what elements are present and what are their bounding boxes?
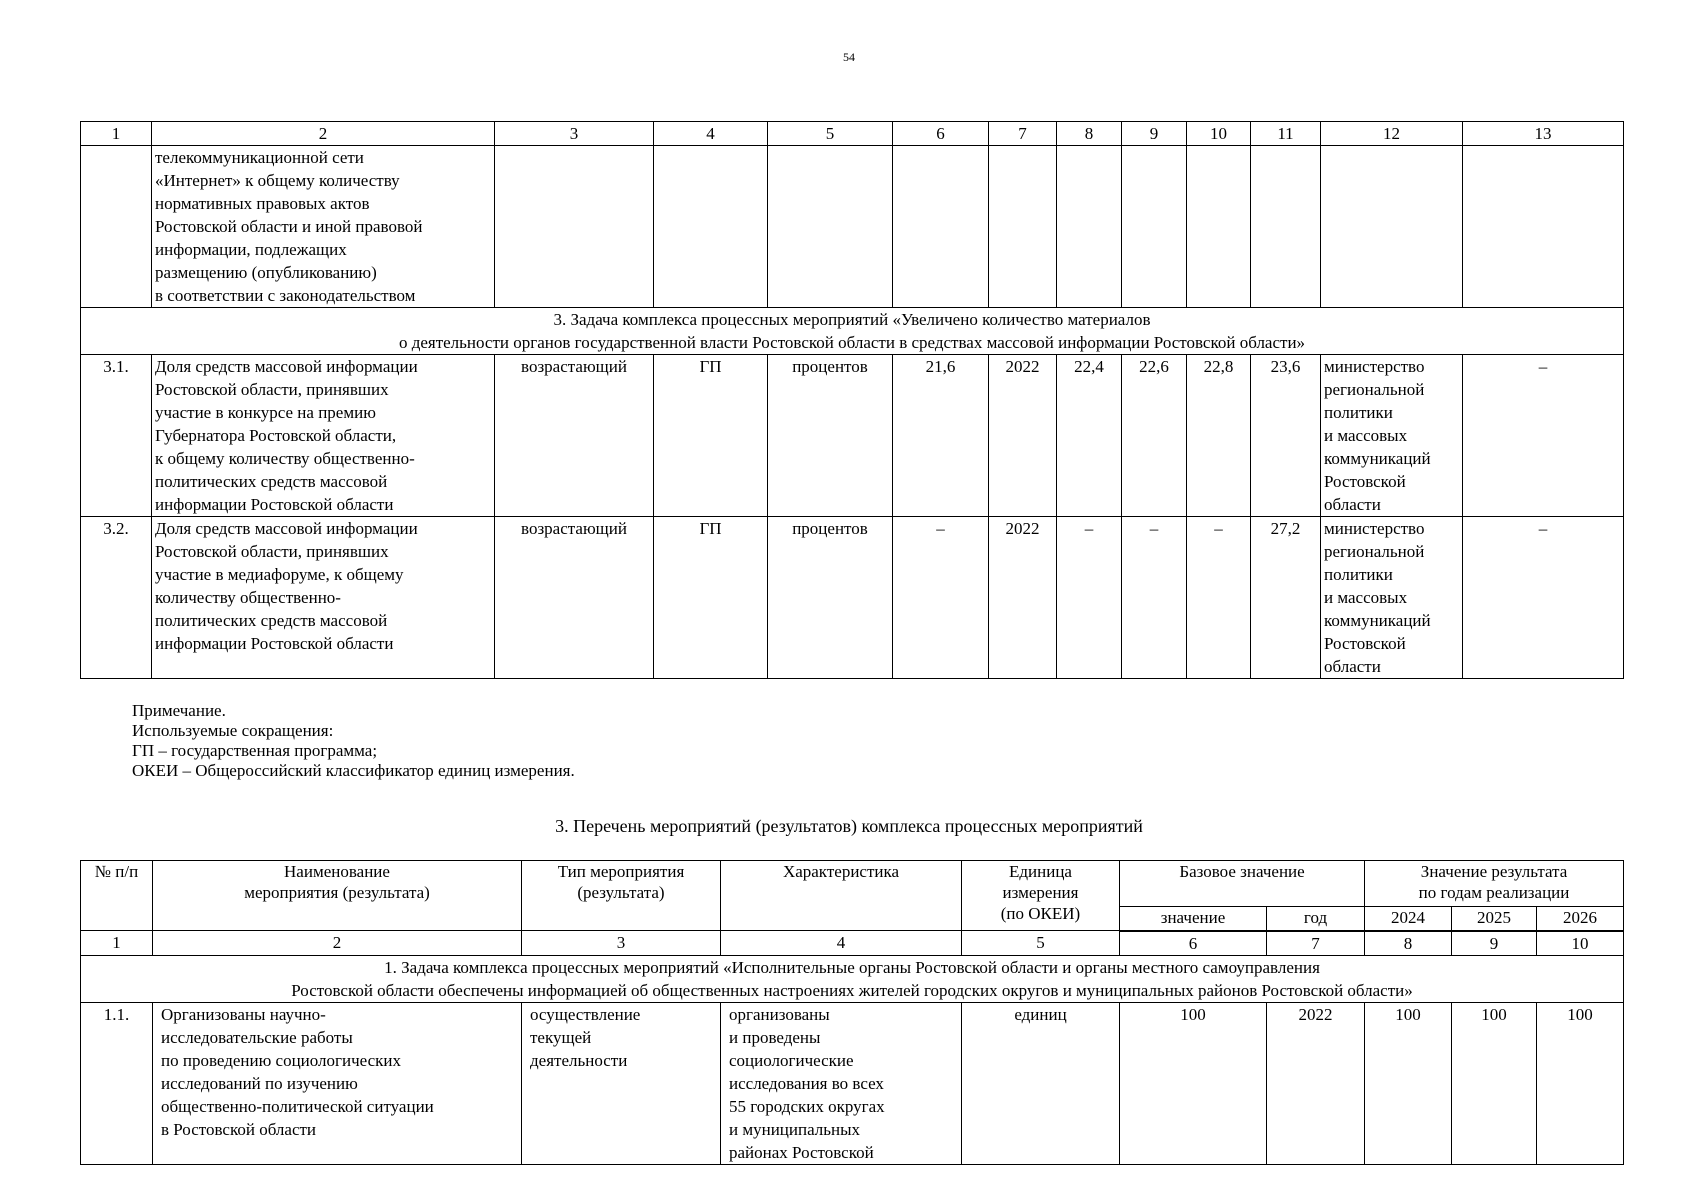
col-number-8: 8 [1057,122,1122,146]
col-number-4: 4 [654,122,768,146]
value-col-9: 22,6 [1122,355,1187,517]
header-year-2025: 2025 [1452,907,1537,931]
measure-type: осуществление текущей деятельности [522,1002,721,1164]
base-year: 2022 [1267,1002,1365,1164]
col-number-6: 6 [893,122,989,146]
column-number-row [81,122,1624,146]
value-2026: 100 [1537,1002,1624,1164]
column-number-row [81,931,1624,956]
responsible: министерство региональной политики и массовых коммуникаций Ростовской области [1321,355,1463,517]
empty-cell [1321,146,1463,308]
indicator-unit: процентов [768,517,893,679]
continuation-row [81,146,1624,308]
indicator-direction: возрастающий [495,355,654,517]
col-number-4: 4 [721,931,962,956]
col-number-11: 11 [1251,122,1321,146]
header-base-group: Базовое значение [1120,861,1365,907]
row-number: 3.1. [81,355,152,517]
indicator-name: Доля средств массовой информации Ростовской области, принявших участие в медиафоруме, к общему количеству общественно- политических средств массовой информации Ростовской области [152,517,495,679]
col-number-7: 7 [1267,931,1365,956]
col-number-13: 13 [1463,122,1624,146]
base-year: 2022 [989,517,1057,679]
col-number-2: 2 [152,122,495,146]
value-col-11: 27,2 [1251,517,1321,679]
col-number-6: 6 [1120,931,1267,956]
continuation-text: телекоммуникационной сети «Интернет» к общему количеству нормативных правовых актов Ростовской области и иной правовой информации, подлежащих размещению (опубликованию) в соответствии с законодательством [152,146,495,308]
col-number-7: 7 [989,122,1057,146]
continuation-num [81,146,152,308]
col-13-value: – [1463,355,1624,517]
table-row [81,355,1624,517]
measure-name: Организованы научно- исследовательские работы по проведению социологических исследований по изучению общественно-политической ситуации в Ростовской области [153,1002,522,1164]
empty-cell [1057,146,1122,308]
header-result-group: Значение результата по годам реализации [1365,861,1624,907]
task-row [81,308,1624,355]
indicator-level: ГП [654,355,768,517]
indicator-name: Доля средств массовой информации Ростовской области, принявших участие в конкурсе на премию Губернатора Ростовской области, к общему количеству общественно- политических средств массовой информации Ростовской области [152,355,495,517]
value-2025: 100 [1452,1002,1537,1164]
header-num: № п/п [81,861,153,931]
header-characteristic: Характеристика [721,861,962,931]
value-col-10: – [1187,517,1251,679]
empty-cell [1251,146,1321,308]
row-number: 1.1. [81,1002,153,1164]
col-number-2: 2 [153,931,522,956]
col-number-3: 3 [522,931,721,956]
empty-cell [495,146,654,308]
table-row [81,517,1624,679]
col-number-8: 8 [1365,931,1452,956]
value-col-8: 22,4 [1057,355,1122,517]
section-title: 3. Перечень мероприятий (результатов) комплекса процессных мероприятий [555,816,1143,836]
header-type: Тип мероприятия (результата) [522,861,721,931]
col-number-10: 10 [1537,931,1624,956]
empty-cell [989,146,1057,308]
measure-characteristic: организованы и проведены социологические исследования во всех 55 городских округах и муниципальных районах Ростовской [721,1002,962,1164]
indicator-direction: возрастающий [495,517,654,679]
empty-cell [768,146,893,308]
base-value: 21,6 [893,355,989,517]
measures-table [80,860,1624,1165]
base-year: 2022 [989,355,1057,517]
indicator-unit: процентов [768,355,893,517]
col-number-1: 1 [81,931,153,956]
indicator-level: ГП [654,517,768,679]
header-name: Наименование мероприятия (результата) [153,861,522,931]
header-year-2026: 2026 [1537,907,1624,931]
col-number-5: 5 [768,122,893,146]
col-number-3: 3 [495,122,654,146]
table-row [81,1002,1624,1164]
value-col-9: – [1122,517,1187,679]
empty-cell [1187,146,1251,308]
base-value: – [893,517,989,679]
indicators-table [80,121,1624,679]
header-unit: Единица измерения (по ОКЕИ) [962,861,1120,931]
col-number-9: 9 [1122,122,1187,146]
note-text: Примечание. Используемые сокращения: ГП – государственная программа; ОКЕИ – Общероссийский классификатор единиц измерения. [132,701,575,780]
header-year-2024: 2024 [1365,907,1452,931]
value-col-10: 22,8 [1187,355,1251,517]
col-13-value: – [1463,517,1624,679]
value-col-8: – [1057,517,1122,679]
responsible: министерство региональной политики и массовых коммуникаций Ростовской области [1321,517,1463,679]
task-heading: 3. Задача комплекса процессных мероприятий «Увеличено количество материалов о деятельности органов государственной власти Ростовской области в средствах массовой информации Ростовской области» [81,308,1624,355]
col-number-12: 12 [1321,122,1463,146]
col-number-5: 5 [962,931,1120,956]
value-col-11: 23,6 [1251,355,1321,517]
header-row [81,861,1624,907]
col-number-9: 9 [1452,931,1537,956]
col-number-10: 10 [1187,122,1251,146]
page-number: 54 [843,50,855,64]
col-number-1: 1 [81,122,152,146]
empty-cell [1463,146,1624,308]
base-value: 100 [1120,1002,1267,1164]
measure-unit: единиц [962,1002,1120,1164]
header-base-value: значение [1120,907,1267,931]
task-row [81,955,1624,1002]
header-base-year: год [1267,907,1365,931]
task-heading: 1. Задача комплекса процессных мероприятий «Исполнительные органы Ростовской области и органы местного самоуправления Ростовской области обеспечены информацией об общественных настроениях жителей городских округов и муниципальных районов Ростовской области» [81,955,1624,1002]
empty-cell [1122,146,1187,308]
value-2024: 100 [1365,1002,1452,1164]
empty-cell [893,146,989,308]
row-number: 3.2. [81,517,152,679]
empty-cell [654,146,768,308]
